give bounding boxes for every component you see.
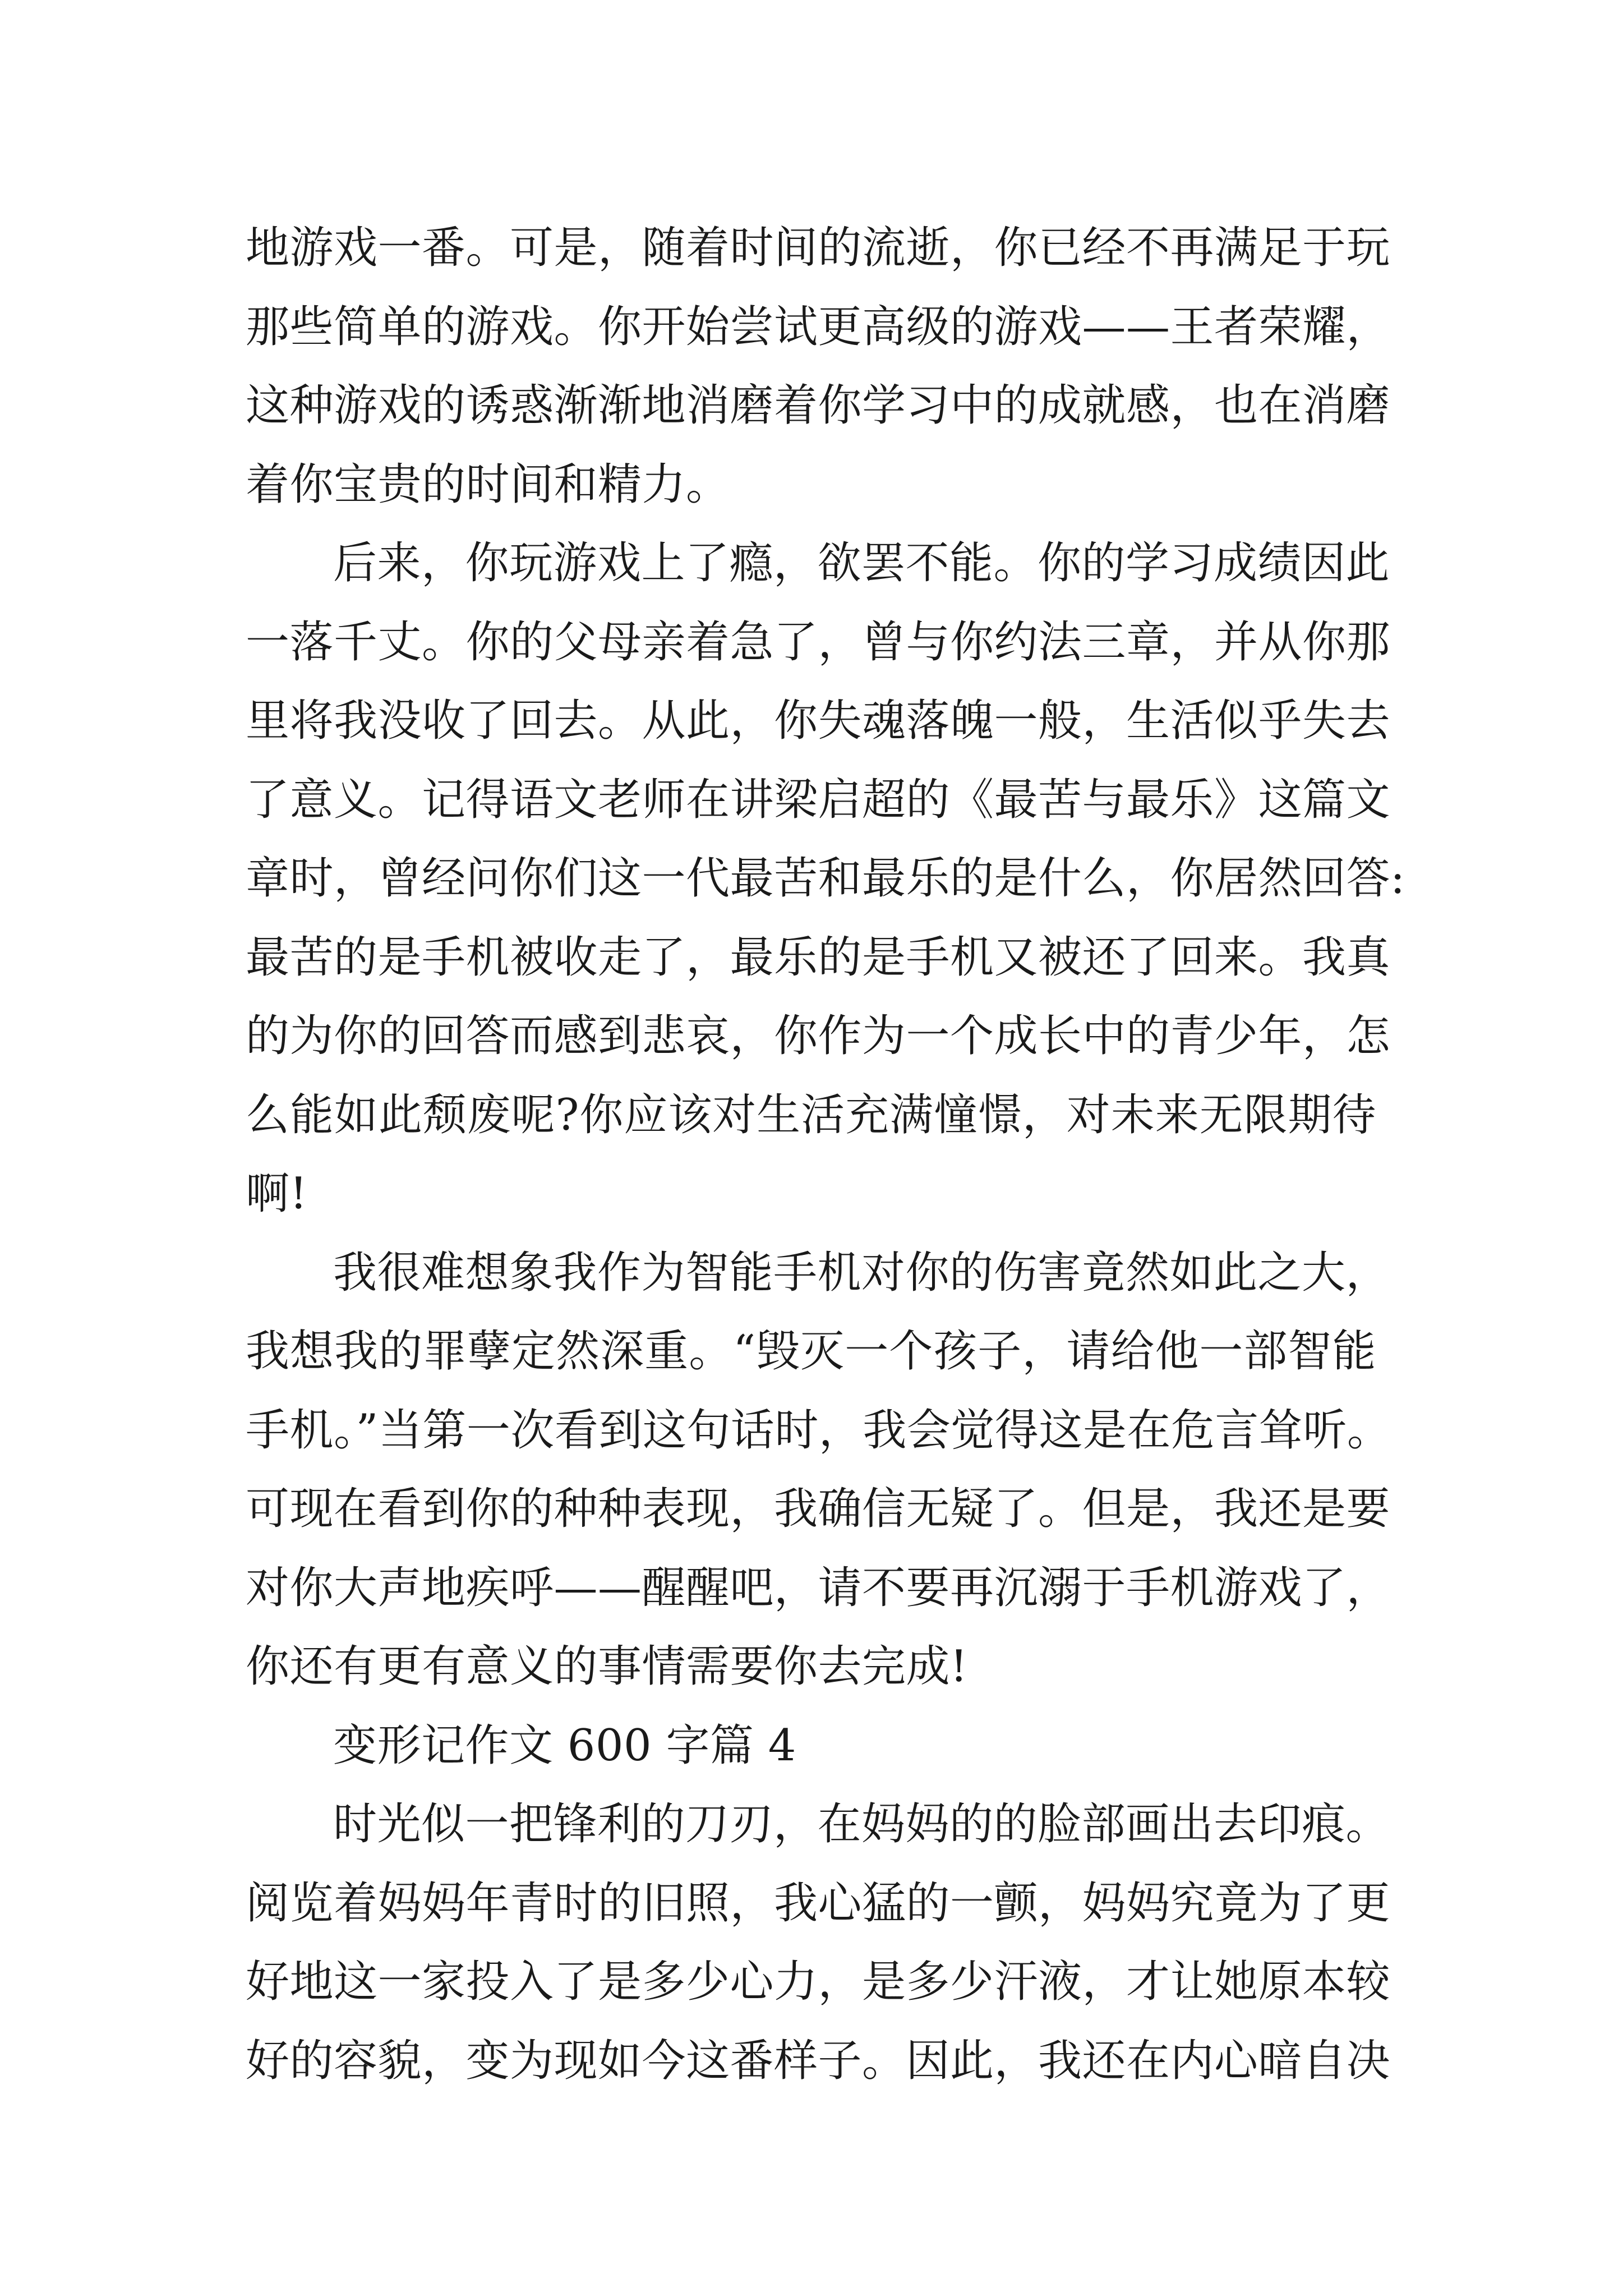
text-line: 着你宝贵的时间和精力。 (246, 459, 730, 510)
text-line: 最苦的是手机被收走了，最乐的是手机又被还了回来。我真 (246, 932, 1391, 983)
heading-text: 变形记作文 600 字篇 4 (333, 1720, 796, 1771)
text-line: 里将我没收了回去。从此，你失魂落魄一般，生活似乎失去 (246, 696, 1391, 746)
document-body (246, 209, 1405, 2100)
paragraph-1 (246, 209, 1391, 524)
text-line: 好的容貌，变为现如今这番样子。因此，我还在内心暗自决 (246, 2035, 1391, 2086)
paragraph-3 (246, 1234, 1391, 1706)
text-line: 一落千丈。你的父母亲着急了，曾与你约法三章，并从你那 (246, 616, 1391, 668)
paragraph-2 (246, 524, 1405, 1234)
text-line: 阅览着妈妈年青时的旧照，我心猛的一颤，妈妈究竟为了更 (246, 1878, 1391, 1929)
text-line: 对你大声地疾呼——醒醒吧，请不要再沉溺于手机游戏了， (246, 1562, 1391, 1613)
text-line: 可现在看到你的种种表现，我确信无疑了。但是，我还是要 (246, 1484, 1391, 1534)
text-line: 地游戏一番。可是，随着时间的流逝，你已经不再满足于玩 (246, 223, 1391, 273)
text-line: 这种游戏的诱惑渐渐地消磨着你学习中的成就感，也在消磨 (246, 380, 1391, 431)
paragraph-4 (246, 1785, 1391, 2100)
text-line: 章时，曾经问你们这一代最苦和最乐的是什么，你居然回答: (246, 853, 1405, 904)
text-line: 后来，你玩游戏上了瘾，欲罢不能。你的学习成绩因此 (333, 538, 1390, 588)
section-heading (246, 1706, 1376, 1786)
text-line: 的为你的回答而感到悲哀，你作为一个成长中的青少年，怎 (246, 1011, 1391, 1061)
text-line: 啊! (246, 1168, 308, 1219)
text-line: 我想我的罪孽定然深重。“毁灭一个孩子，请给他一部智能 (246, 1326, 1376, 1377)
text-line: 我很难想象我作为智能手机对你的伤害竟然如此之大， (333, 1247, 1390, 1298)
text-line: 时光似一把锋利的刀刃，在妈妈的的脸部画出去印痕。 (333, 1799, 1390, 1849)
text-line: 了意义。记得语文老师在讲梁启超的《最苦与最乐》这篇文 (246, 774, 1391, 825)
text-line: 你还有更有意义的事情需要你去完成! (246, 1641, 968, 1692)
text-line: 么能如此颓废呢?你应该对生活充满憧憬，对未来无限期待 (246, 1089, 1376, 1140)
text-line: 那些简单的游戏。你开始尝试更高级的游戏——王者荣耀， (246, 301, 1391, 352)
text-line: 好地这一家投入了是多少心力，是多少汗液，才让她原本较 (246, 1957, 1391, 2007)
text-line: 手机。”当第一次看到这句话时，我会觉得这是在危言耸听。 (246, 1405, 1391, 1456)
